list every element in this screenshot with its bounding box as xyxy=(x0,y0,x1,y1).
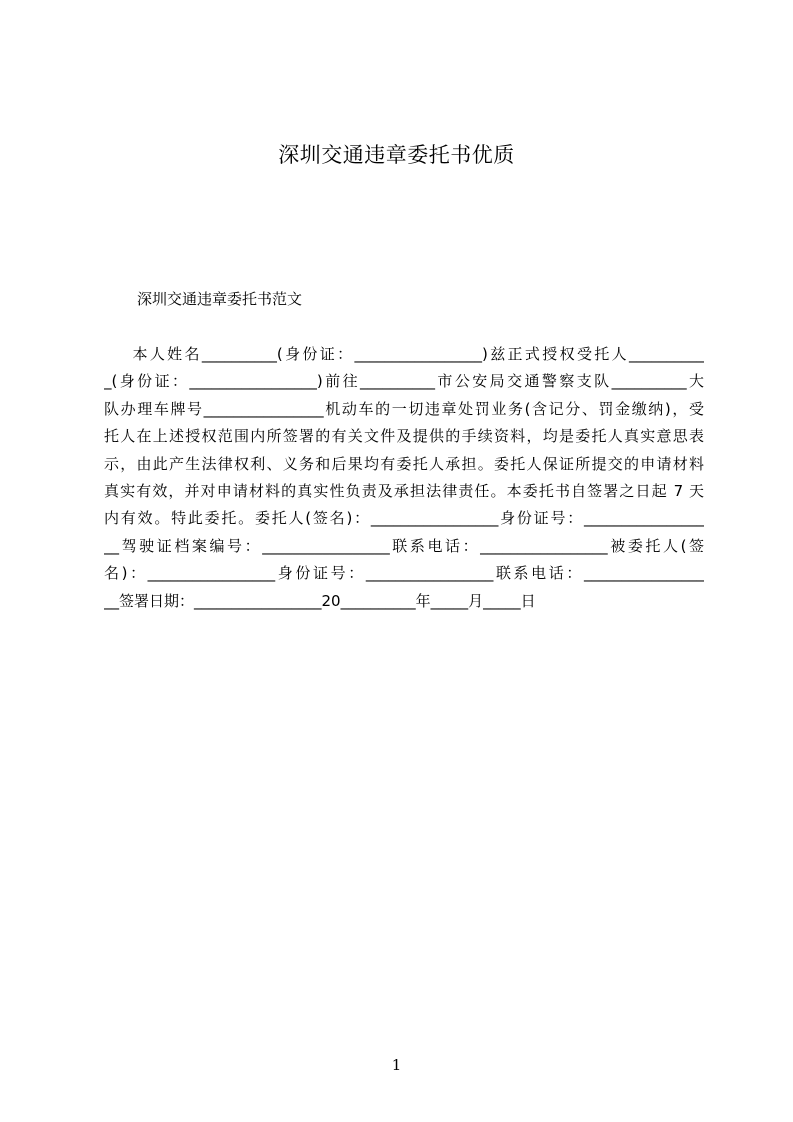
body-line-7: 内有效。特此委托。委托人(签名)：_________________身份证号：________________ xyxy=(104,509,704,528)
body-line-4: 托人在上述授权范围内所签署的有关文件及提供的手续资料，均是委托人真实意思表 xyxy=(104,427,704,446)
body-line-8: __驾驶证档案编号：_________________联系电话：_________________被委托人(签 xyxy=(104,536,704,555)
body-line-6: 真实有效，并对申请材料的真实性负责及承担法律责任。本委托书自签署之日起 7 天 xyxy=(104,482,704,501)
body-line-3: 队办理车牌号________________机动车的一切违章处罚业务(含记分、罚金缴纳)，受 xyxy=(104,399,704,418)
document-title: 深圳交通违章委托书优质 xyxy=(278,143,515,167)
document-subheading: 深圳交通违章委托书范文 xyxy=(137,290,303,308)
body-line-2: _(身份证：_________________)前往__________市公安局交通警察支队__________大 xyxy=(104,372,704,391)
body-line-10: __签署日期：_________________20__________年_____月_____日 xyxy=(104,591,536,610)
body-line-1: 本人姓名__________(身份证：_________________)兹正式授权受托人__________ xyxy=(104,345,704,363)
body-line-5: 示，由此产生法律权利、义务和后果均有委托人承担。委托人保证所提交的申请材料 xyxy=(104,454,704,473)
authorization-body xyxy=(104,341,704,615)
page-number: 1 xyxy=(391,1056,402,1074)
body-line-9: 名)：_________________身份证号：_________________联系电话：________________ xyxy=(104,564,704,583)
